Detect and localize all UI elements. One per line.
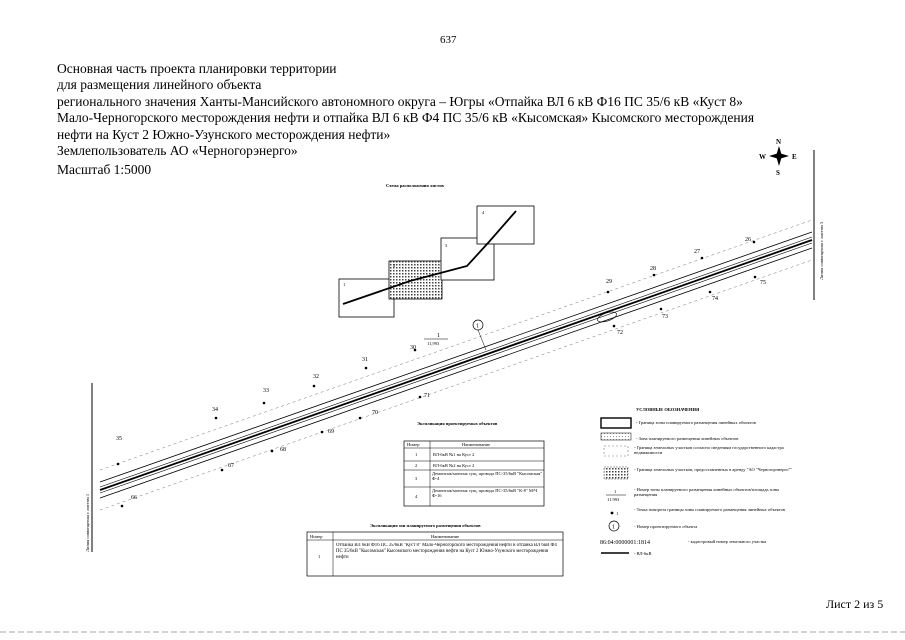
legend-point-sample: 1: [616, 511, 619, 516]
scheme-sheet-label: 4: [482, 210, 485, 215]
designed-objects-table: [404, 441, 544, 506]
zone-number: 1: [437, 333, 440, 339]
legend-title: УСЛОВНЫЕ ОБОЗНАЧЕНИЯ: [636, 407, 700, 412]
point-label: 27: [694, 249, 700, 255]
table-header: Наименование: [462, 442, 491, 447]
legend-item: - кадастровый номер земельного участка: [688, 539, 767, 544]
point-label: 67: [228, 463, 234, 469]
legend-item: - Зона планируемого размещения линейных объектов: [636, 436, 739, 441]
point-label: 71: [424, 393, 430, 399]
zones-table: [307, 532, 563, 576]
legend-item: - Точка поворота границы зоны планируемого размещения линейных объектов: [634, 507, 786, 512]
compass-icon: [759, 138, 797, 177]
table-cell: ВЛ-6кВ №1 на Куст 2: [433, 452, 475, 457]
title-line: регионального значения Ханты-Мансийского автономного округа – Югры «Отпайка ВЛ 6 кВ Ф16 ПС 35/6 кВ «Куст 8»: [57, 93, 743, 109]
table-cell: 2: [415, 463, 418, 468]
point-label: 66: [131, 495, 137, 501]
legend-zone-swatch: [601, 433, 631, 440]
scheme-sheet-label: 3: [445, 243, 448, 248]
title-line: нефти на Куст 2 Южно-Узунского месторождения нефти»: [57, 126, 391, 142]
point-label: 75: [760, 280, 766, 286]
point-label: 35: [116, 436, 122, 442]
page-number: 637: [440, 34, 457, 46]
table-cell: Демонтаж/монтаж сущ. провода ПС-35/6кВ "К-8" М/Ч Ф-16: [432, 488, 537, 498]
point-label: 34: [212, 407, 218, 413]
legend: [600, 418, 794, 556]
scheme-sheet-label: 2: [393, 263, 396, 268]
map-scale: Масштаб 1:5000: [57, 162, 152, 177]
point-label: 69: [328, 429, 334, 435]
zones-table-title: Экспликация зон планируемого размещения объектов: [370, 523, 481, 528]
legend-zone-sample-area: 11.993: [607, 497, 620, 502]
object-number: 1: [476, 323, 479, 330]
point-label: 70: [372, 410, 378, 416]
table-cell: ВЛ-6кВ №2 на Куст 2: [433, 463, 475, 468]
title-line: для размещения линейного объекта: [57, 77, 262, 93]
point-label: 68: [280, 447, 286, 453]
right-match-label: Линия совмещения с листом 3: [819, 221, 824, 280]
object-number-marker: [473, 320, 486, 350]
scheme-title: Схема расположения листов: [386, 183, 444, 188]
scheme-sheet-1: [339, 279, 394, 317]
compass-s: S: [776, 169, 780, 177]
legend-zone-sample-number: 1: [614, 489, 617, 494]
land-user-line: Землепользователь АО «Черногорэнерго»: [57, 143, 298, 159]
table-cell: 4: [415, 494, 418, 499]
legend-cadastre-swatch: [604, 446, 628, 456]
title-line: Основная часть проекта планировки территории: [57, 61, 337, 76]
point-label: 31: [362, 357, 368, 363]
legend-item: - Номер проектируемого объекта: [634, 524, 698, 529]
point-label: 32: [313, 374, 319, 380]
legend-zone-boundary-swatch: [601, 418, 631, 428]
legend-point-icon: [611, 512, 614, 515]
table-header: Номер: [407, 442, 420, 447]
legend-lease-swatch: [604, 467, 628, 479]
legend-object-sample: 1: [612, 524, 615, 531]
title-line: Мало-Черногорского месторождения нефти и отпайка ВЛ 6 кВ Ф4 ПС 35/6 кВ «Кысомская» Кысомского месторождения: [57, 110, 755, 126]
table-cell: 1: [415, 452, 418, 457]
legend-cadastral-sample: 86:04:0000001:1814: [600, 540, 651, 546]
point-label: 30: [410, 345, 416, 351]
table-cell: Отпайка ВЛ 6кВ Ф16 ПС 35/6кВ "Куст 8" Мало-Черногорского месторождения нефти и отпайка ВЛ 6кВ Ф4 ПС 35/6кВ "Кысомская" Кысомского месторождения нефти на Куст 2 Южно-Узунского месторождения нефти: [336, 543, 557, 560]
zone-area: 11,993: [427, 341, 440, 346]
legend-item: - Граница земельных участков, предоставленных в аренду "АО "Черногорэнерго"": [634, 467, 793, 472]
scheme-sheet-label: 1: [343, 282, 346, 287]
sheet-number: Лист 2 из 5: [826, 597, 884, 611]
compass-e: E: [792, 153, 797, 161]
point-label: 74: [712, 296, 718, 302]
zone-number-marker: [424, 333, 448, 347]
left-match-label: Линия совмещения с листом 1: [85, 493, 90, 552]
table-header: Наименование: [431, 534, 460, 539]
legend-item: - ВЛ-6кВ: [634, 551, 652, 556]
designed-objects-table-title: Экспликация проектируемых объектов: [417, 421, 498, 426]
table-cell: Демонтаж/монтаж сущ. провода ПС-35/6кВ "Кысомская" Ф-4: [432, 471, 543, 481]
point-label: 33: [263, 388, 269, 394]
point-label: 28: [650, 266, 656, 272]
table-cell: 1: [318, 554, 321, 559]
legend-item: - Граница зоны планируемого размещения линейных объектов: [636, 420, 756, 425]
point-label: 73: [662, 314, 668, 320]
scheme-sheet-4: [477, 206, 534, 244]
point-label: 29: [606, 279, 612, 285]
table-header: Номер: [310, 534, 323, 539]
compass-w: W: [759, 153, 766, 161]
legend-item: - Граница земельных участков согласно сведениям государственного кадастра недвижимости: [634, 445, 784, 456]
point-label: 26: [745, 237, 751, 243]
legend-item: - Номер зоны планируемого размещения линейных объектов/площадь зоны размещения: [634, 487, 780, 498]
sheet-layout-scheme: [339, 206, 534, 317]
table-cell: 3: [415, 476, 418, 481]
point-label: 72: [617, 330, 623, 336]
compass-n: N: [776, 138, 782, 146]
